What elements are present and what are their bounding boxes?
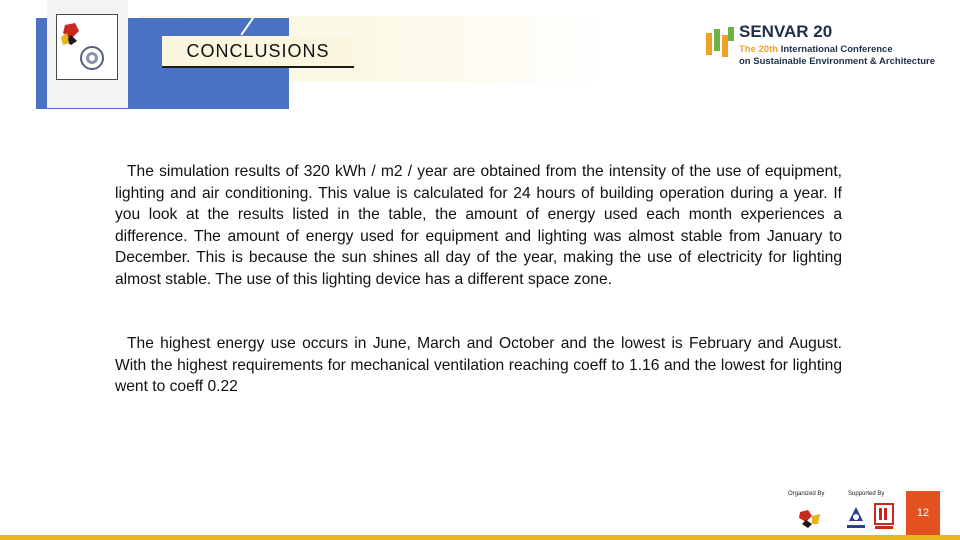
senvar-logo-icon bbox=[704, 25, 736, 63]
conclusion-paragraph-2: The highest energy use occurs in June, March and October and the lowest is February and August. With the highest requirements for mechanical ventilation reaching coeff to 1.16 and the lowest for lighting went to coeff 0.22 bbox=[115, 335, 842, 396]
slide-title-box bbox=[162, 36, 354, 68]
conference-subtitle-1: The 20th International Conference bbox=[739, 44, 893, 55]
organized-by-label: Organized By bbox=[788, 491, 825, 497]
conference-name: SENVAR 20 bbox=[739, 22, 833, 41]
organizer-logo-icon bbox=[796, 506, 824, 532]
supported-by-label: Supported By bbox=[848, 491, 885, 497]
conference-subtitle-2: on Sustainable Environment & Architecture bbox=[739, 56, 936, 67]
seal-icon bbox=[79, 45, 105, 71]
bottom-accent-bar bbox=[0, 535, 960, 540]
page-number: 12 bbox=[906, 491, 940, 535]
conclusion-paragraph-1: The simulation results of 320 kWh / m2 / year are obtained from the intensity of the use of equipment, lighting and air conditioning. This value is calculated for 24 hours of building operation during a year. If you look at the results listed in the table, the amount of energy used each month experiences a difference. The amount of energy used for equipment and lighting was almost stable from January to December. This is because the sun shines all day of the year, making the use of electricity for lighting almost stable. The use of this lighting device has a different space zone. bbox=[115, 163, 842, 288]
supporter-logo-b-icon bbox=[873, 502, 895, 532]
logo-card bbox=[56, 14, 118, 80]
supporter-logo-a-icon bbox=[845, 503, 867, 531]
slide-title: CONCLUSIONS bbox=[186, 40, 330, 61]
